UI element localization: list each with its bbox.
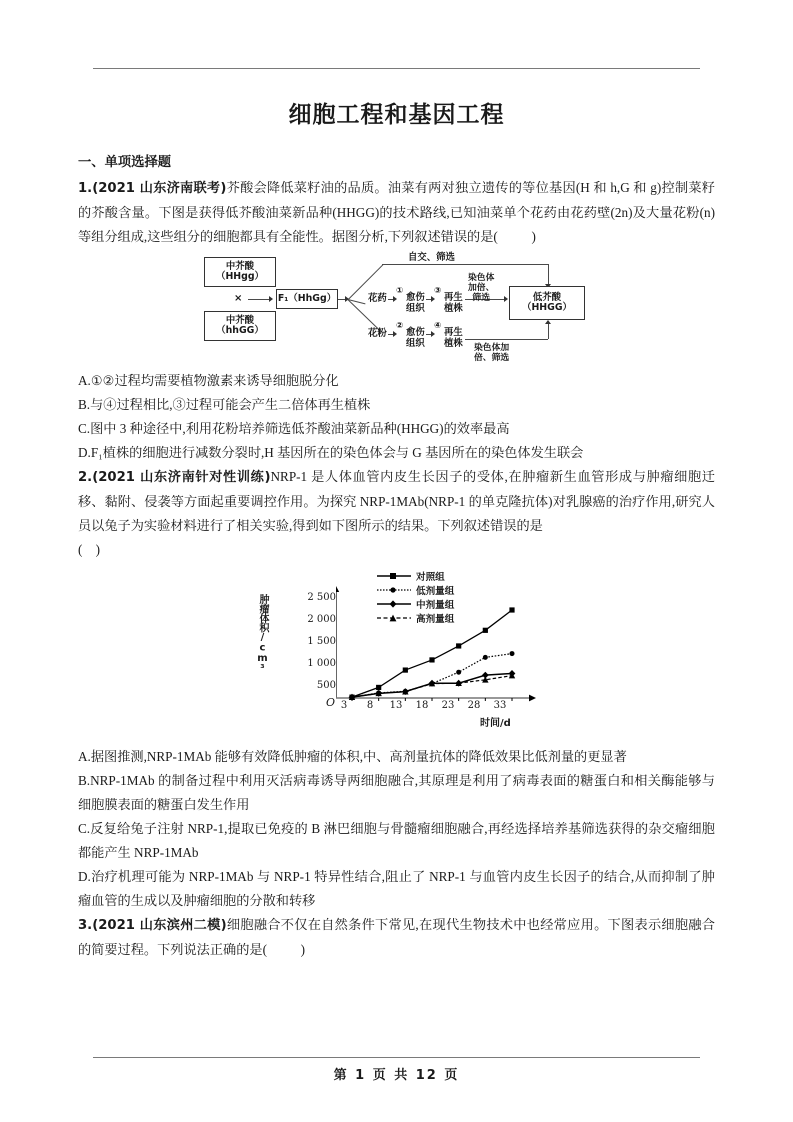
page-footer: 第 1 页 共 12 页 [333,1068,460,1083]
step3-mark: ③ [434,286,442,297]
chromo-bottom-line1: 染色体加 [474,343,510,354]
chromo-top-line1: 染色体 [468,273,495,284]
question-1-option-c: C.图中 3 种途径中,利用花粉培养筛选低芥酸油菜新品种(HHGG)的效率最高 [78,421,510,437]
parent1-trait: 中芥酸 [225,260,255,272]
cross-symbol: × [234,293,243,305]
chart-y-tick-500: 500 [316,680,336,692]
regen1-line1: 再生 [444,292,463,304]
regen2-label [444,328,463,350]
chart-legend-control [376,569,445,583]
callus1-line2: 组织 [406,302,425,314]
callus2-line2: 组织 [406,337,425,349]
question-1-number: 1. [78,181,93,196]
callus2-label [406,328,425,350]
f1-label: F₁（HhGg） [277,292,337,304]
chart-container [78,568,715,743]
question-3-stem [78,913,715,962]
legend-label-control: 对照组 [416,572,445,584]
cross-to-f1-line [248,299,270,300]
product-trait: 低芥酸 [532,291,562,303]
pollen-label: 花粉 [368,328,387,340]
question-1-option-b: B.与④过程相比,③过程可能会产生二倍体再生植株 [78,397,371,413]
chart-origin-label: O [326,696,336,710]
parent2-genotype: （hhGG） [216,325,264,337]
callus2-to-regen-arrow [431,331,435,337]
question-3-number: 3. [78,918,93,934]
callus2-line1: 愈伤 [406,327,425,339]
f1-box [276,289,338,309]
chart-x-tick-28: 28 [467,700,481,712]
selfing-down-line [548,264,549,286]
chart-x-tick-3: 3 [340,700,348,712]
legend-key-control-icon [376,571,412,581]
legend-label-low-dose: 低剂量组 [416,586,455,598]
chart-x-axis-label: 时间/d [480,718,511,730]
question-2-number: 2. [78,470,93,486]
question-1-option-d: D.F₁植株的细胞进行减数分裂时,H 基因所在的染色体会与 G 基因所在的染色体发生联会 [78,445,584,461]
chart-x-tick-33: 33 [493,700,507,712]
pollen-to-callus-arrow [393,331,397,337]
chart-y-tick-1500: 1 500 [307,636,336,648]
header-rule [93,68,700,69]
chromo-top-line3: 筛选 [472,293,490,304]
breeding-flowchart [196,253,596,365]
legend-label-high-dose: 高剂量组 [416,614,455,626]
question-3-stem-end: ) [300,942,306,958]
chromosome-doubling-bottom-label [474,343,509,363]
page-title: 细胞工程和基因工程 [288,102,505,128]
callus1-line1: 愈伤 [406,292,425,304]
regen2-up-line [548,323,549,339]
chart-y-tick-2000: 2 000 [307,614,336,626]
parent2-box [204,311,276,341]
product-genotype: （HHGG） [522,302,572,314]
product-box [509,286,585,320]
step4-mark: ④ [434,321,442,332]
question-2-option-c: C.反复给兔子注射 NRP-1,提取已免疫的 B 淋巴细胞与骨髓瘤细胞融合,再经选择培养基筛选获得的杂交瘤细胞都能产生 NRP-1MAb [78,821,715,861]
question-1-stem [78,176,715,249]
question-1-body: 芥酸会降低菜籽油的品质。油菜有两对独立遗传的等位基因(H 和 h,G 和 g)控制菜籽的芥酸含量。下图是获得低芥酸油菜新品种(HHGG)的技术路线,已知油菜单个花药由花药壁(2n)及大量花粉(n)等组分组成,这些组分的细胞都具有全能性。据图分析,下列叙述错误的是( [78,180,715,245]
parent1-genotype: （HHgg） [216,271,264,283]
regen1-line2: 植株 [444,302,463,314]
question-1-source: (2021 山东济南联考) [92,181,227,196]
question-2-option-b: B.NRP-1MAb 的制备过程中利用灭活病毒诱导两细胞融合,其原理是利用了病毒表面的糖蛋白和相关酶能够与细胞膜表面的糖蛋白发生作用 [78,773,715,813]
question-2-stem-end: ( ) [78,542,100,558]
footer-rule [93,1057,700,1058]
flow-diagram-container [78,253,715,365]
regen2-right-line [465,339,548,340]
question-3-body: 细胞融合不仅在自然条件下常见,在现代生物技术中也经常应用。下图表示细胞融合的简要过程。下列说法正确的是( [78,917,715,958]
question-2-body: NRP-1 是人体血管内皮生长因子的受体,在肿瘤新生血管形成与肿瘤细胞迁移、黏附、侵袭等方面起重要调控作用。为探究 NRP-1MAb(NRP-1 的单克隆抗体)对乳腺癌的治疗作用,研究人员以兔子为实验材料进行了相关实验,得到如下图所示的结果。下列叙述错误的是 [78,469,715,534]
chart-y-axis-label: 肿瘤体积/cm³ [257,594,268,675]
callus1-label [406,293,425,315]
question-2-source: (2021 山东济南针对性训练) [92,470,271,486]
regen2-line1: 再生 [444,327,463,339]
selfing-label: 自交、筛选 [408,252,455,264]
step1-mark: ① [396,286,404,297]
chart-x-tick-18: 18 [415,700,429,712]
question-2-stem [78,465,715,562]
parent2-trait: 中芥酸 [225,314,255,326]
chart-x-tick-23: 23 [441,700,455,712]
parent1-box [204,257,276,287]
chart-plot-area [336,586,536,716]
step2-mark: ② [396,321,404,332]
selfing-top-line [382,264,548,265]
regen2-up-arrow [545,320,551,324]
section-heading: 一、单项选择题 [78,155,172,170]
chart-y-tick-2500: 2 500 [307,592,336,604]
chromo-bottom-line2: 倍、筛选 [474,353,510,364]
chart-y-tick-1000: 1 000 [307,658,336,670]
question-1-option-a: A.①②过程均需要植物激素来诱导细胞脱分化 [78,373,339,389]
regen1-to-product-arrow [504,296,508,302]
chromo-top-line2: 加倍、 [468,283,495,294]
anther-to-callus-arrow [393,296,397,302]
question-2-option-d: D.治疗机理可能为 NRP-1MAb 与 NRP-1 特异性结合,阻止了 NRP-1 与血管内皮生长因子的结合,从而抑制了肿瘤血管的生成以及肿瘤细胞的分散和转移 [78,869,715,909]
question-3-source: (2021 山东滨州二模) [92,918,227,934]
legend-label-mid-dose: 中剂量组 [416,600,455,612]
chart-x-tick-8: 8 [366,700,374,712]
chromosome-doubling-top-label [468,273,494,303]
regen1-label [444,293,463,315]
callus1-to-regen-arrow [431,296,435,302]
regen2-line2: 植株 [444,337,463,349]
chart-x-tick-13: 13 [389,700,403,712]
anther-label: 花药 [368,293,387,305]
question-1-stem-end: ) [531,229,536,245]
cross-to-f1-arrow [269,296,273,302]
question-2-option-a: A.据图推测,NRP-1MAb 能够有效降低肿瘤的体积,中、高剂量抗体的降低效果比低剂量的更显著 [78,749,627,765]
tumor-volume-line-chart [258,568,548,743]
